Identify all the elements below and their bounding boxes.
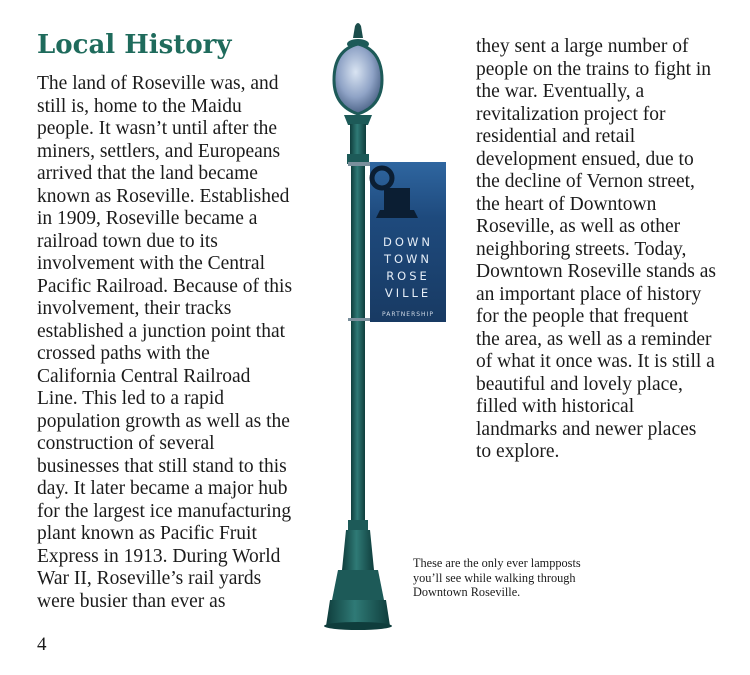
banner-line-3: ROSE — [386, 269, 430, 283]
banner-footer: PARTNERSHIP — [382, 311, 434, 318]
lamppost-photo — [320, 20, 460, 630]
banner-line-4: VILLE — [384, 286, 432, 300]
page-number: 4 — [37, 634, 47, 655]
banner-line-2: TOWN — [383, 252, 433, 266]
banner-line-1: DOWN — [383, 235, 433, 249]
history-paragraph-part-1: The land of Roseville was, and still is, home to the Maidu people. It wasn’t until after the miners, settlers, and Europeans arrived that the land became known as Roseville. Established in 1909, Roseville became a railroad town due to its involvement with the Central Pacific Railroad. Because of this involvement, their tracks established a junction point that crossed paths with the California Central Railroad Line. This led to a rapid population growth as well as the construction of several businesses that still stand to this day. It later became a major hub for the largest ice manufacturing plant known as Pacific Fruit Express in 1913. During World War II, Roseville’s rail yards were busier than ever as — [37, 73, 293, 612]
page-title: Local History — [37, 30, 232, 60]
body-text-left-column — [37, 73, 293, 613]
photo-caption: These are the only ever lampposts you’ll see while walking through Downtown Roseville. — [413, 556, 581, 599]
body-text-right-column — [476, 36, 716, 464]
history-paragraph-part-2: they sent a large number of people on the trains to fight in the war. Eventually, a revitalization project for residential and retail development ensued, due to the decline of Vernon street, the heart of Downtown Roseville, as well as other neighboring streets. Today, Downtown Roseville stands as an important place of history for the people that frequent the area, as well as a reminder of what it once was. It is still a beautiful and lovely place, filled with historical landmarks and newer places to explore. — [476, 36, 716, 462]
